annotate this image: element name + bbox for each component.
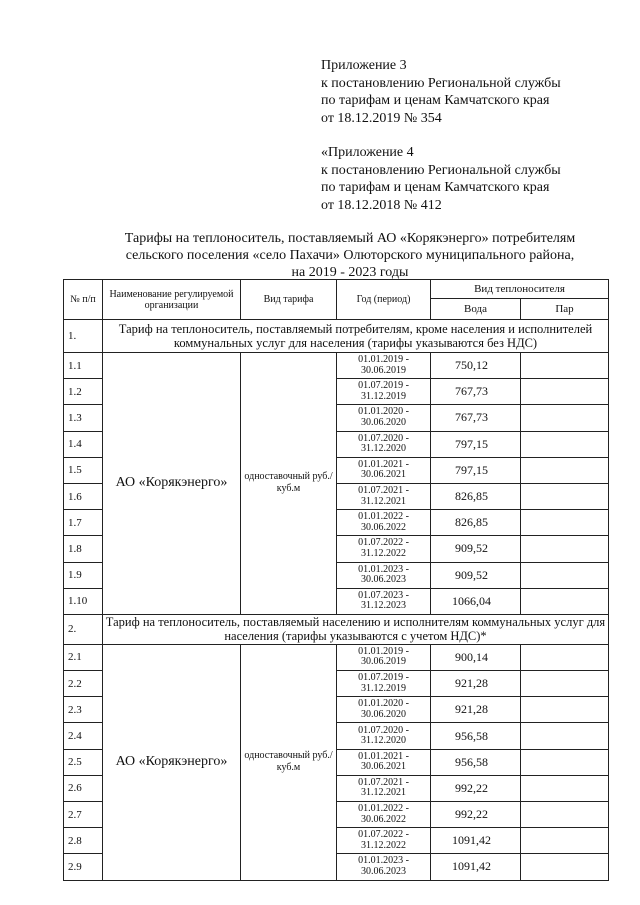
header-water: Вода	[431, 299, 521, 320]
period-cell: 01.01.2021 - 30.06.2021	[337, 749, 431, 775]
water-tariff-value: 909,52	[431, 536, 521, 562]
water-tariff-value: 1091,42	[431, 828, 521, 854]
row-number: 1.3	[64, 405, 103, 431]
header-org: Наименование регулируемой организации	[103, 280, 241, 320]
period-cell: 01.01.2020 - 30.06.2020	[337, 405, 431, 431]
row-number: 2.7	[64, 802, 103, 828]
steam-tariff-value	[521, 405, 609, 431]
steam-tariff-value	[521, 723, 609, 749]
water-tariff-value: 921,28	[431, 697, 521, 723]
row-number: 2.4	[64, 723, 103, 749]
steam-tariff-value	[521, 828, 609, 854]
period-cell: 01.01.2021 - 30.06.2021	[337, 457, 431, 483]
water-tariff-value: 826,85	[431, 510, 521, 536]
appendix-line: Приложение 3	[321, 58, 407, 73]
steam-tariff-value	[521, 588, 609, 614]
steam-tariff-value	[521, 775, 609, 801]
water-tariff-value: 826,85	[431, 483, 521, 509]
steam-tariff-value	[521, 697, 609, 723]
period-cell: 01.01.2022 - 30.06.2022	[337, 510, 431, 536]
period-cell: 01.01.2023 - 30.06.2023	[337, 562, 431, 588]
steam-tariff-value	[521, 536, 609, 562]
appendix-line: от 18.12.2018 № 412	[321, 197, 442, 213]
water-tariff-value: 1066,04	[431, 588, 521, 614]
section-row	[64, 614, 609, 644]
appendix-3-block	[321, 57, 621, 127]
tariff-type: одноставочный руб./куб.м	[241, 353, 337, 615]
steam-tariff-value	[521, 510, 609, 536]
water-tariff-value: 767,73	[431, 379, 521, 405]
section-row	[64, 320, 609, 353]
water-tariff-value: 992,22	[431, 802, 521, 828]
period-cell: 01.07.2022 - 31.12.2022	[337, 828, 431, 854]
water-tariff-value: 900,14	[431, 644, 521, 670]
water-tariff-value: 909,52	[431, 562, 521, 588]
period-cell: 01.07.2019 - 31.12.2019	[337, 671, 431, 697]
period-cell: 01.01.2019 - 30.06.2019	[337, 353, 431, 379]
steam-tariff-value	[521, 431, 609, 457]
appendix-line: «Приложение 4	[321, 145, 414, 160]
tariff-type: одноставочный руб./куб.м	[241, 644, 337, 880]
appendix-4-block	[321, 144, 621, 214]
row-number: 1.9	[64, 562, 103, 588]
steam-tariff-value	[521, 457, 609, 483]
row-number: 1.6	[64, 483, 103, 509]
row-number: 2.6	[64, 775, 103, 801]
period-cell: 01.07.2020 - 31.12.2020	[337, 431, 431, 457]
section-title: Тариф на теплоноситель, поставляемый населению и исполнителям коммунальных услуг для населения (тарифы указываются с учетом НДС)*	[103, 614, 609, 644]
period-cell: 01.01.2022 - 30.06.2022	[337, 802, 431, 828]
water-tariff-value: 1091,42	[431, 854, 521, 880]
table-row	[64, 353, 609, 379]
row-number: 2.1	[64, 644, 103, 670]
steam-tariff-value	[521, 671, 609, 697]
row-number: 1.2	[64, 379, 103, 405]
water-tariff-value: 921,28	[431, 671, 521, 697]
period-cell: 01.07.2021 - 31.12.2021	[337, 483, 431, 509]
water-tariff-value: 992,22	[431, 775, 521, 801]
row-number: 1.5	[64, 457, 103, 483]
document-title	[60, 230, 640, 281]
row-number: 2.2	[64, 671, 103, 697]
header-steam: Пар	[521, 299, 609, 320]
header-period: Год (период)	[337, 280, 431, 320]
appendix-line: к постановлению Региональной службы	[321, 75, 561, 91]
appendix-line: по тарифам и ценам Камчатского края	[321, 93, 550, 108]
period-cell: 01.01.2023 - 30.06.2023	[337, 854, 431, 880]
steam-tariff-value	[521, 353, 609, 379]
steam-tariff-value	[521, 379, 609, 405]
row-number: 1.7	[64, 510, 103, 536]
row-number: 1.1	[64, 353, 103, 379]
steam-tariff-value	[521, 644, 609, 670]
water-tariff-value: 956,58	[431, 723, 521, 749]
row-number: 2.5	[64, 749, 103, 775]
appendix-line: по тарифам и ценам Камчатского края	[321, 180, 550, 195]
row-number: 2.8	[64, 828, 103, 854]
steam-tariff-value	[521, 854, 609, 880]
title-line: сельского поселения «село Пахачи» Олюторского муниципального района,	[125, 248, 575, 263]
section-number: 2.	[64, 614, 103, 644]
water-tariff-value: 956,58	[431, 749, 521, 775]
section-title: Тариф на теплоноситель, поставляемый потребителям, кроме населения и исполнителей коммунальных услуг для населения (тарифы указываются без НДС)	[103, 320, 609, 353]
row-number: 1.8	[64, 536, 103, 562]
row-number: 2.9	[64, 854, 103, 880]
period-cell: 01.01.2020 - 30.06.2020	[337, 697, 431, 723]
period-cell: 01.01.2019 - 30.06.2019	[337, 644, 431, 670]
period-cell: 01.07.2023 - 31.12.2023	[337, 588, 431, 614]
table-row	[64, 644, 609, 670]
period-cell: 01.07.2022 - 31.12.2022	[337, 536, 431, 562]
header-num: № п/п	[64, 280, 103, 320]
row-number: 1.4	[64, 431, 103, 457]
appendix-line: к постановлению Региональной службы	[321, 162, 561, 178]
row-number: 1.10	[64, 588, 103, 614]
title-line: Тарифы на теплоноситель, поставляемый АО «Корякэнерго» потребителям	[124, 231, 576, 246]
header-carrier: Вид теплоносителя	[431, 280, 609, 299]
period-cell: 01.07.2019 - 31.12.2019	[337, 379, 431, 405]
water-tariff-value: 797,15	[431, 457, 521, 483]
steam-tariff-value	[521, 483, 609, 509]
steam-tariff-value	[521, 802, 609, 828]
water-tariff-value: 767,73	[431, 405, 521, 431]
period-cell: 01.07.2021 - 31.12.2021	[337, 775, 431, 801]
section-number: 1.	[64, 320, 103, 353]
header-tariff-type: Вид тарифа	[241, 280, 337, 320]
steam-tariff-value	[521, 562, 609, 588]
appendix-line: от 18.12.2019 № 354	[321, 110, 442, 126]
tariff-table-body	[64, 320, 609, 881]
water-tariff-value: 750,12	[431, 353, 521, 379]
organization-name: АО «Корякэнерго»	[103, 644, 241, 880]
row-number: 2.3	[64, 697, 103, 723]
steam-tariff-value	[521, 749, 609, 775]
title-line: на 2019 - 2023 годы	[291, 265, 409, 280]
tariff-table	[63, 279, 609, 881]
water-tariff-value: 797,15	[431, 431, 521, 457]
organization-name: АО «Корякэнерго»	[103, 353, 241, 615]
period-cell: 01.07.2020 - 31.12.2020	[337, 723, 431, 749]
